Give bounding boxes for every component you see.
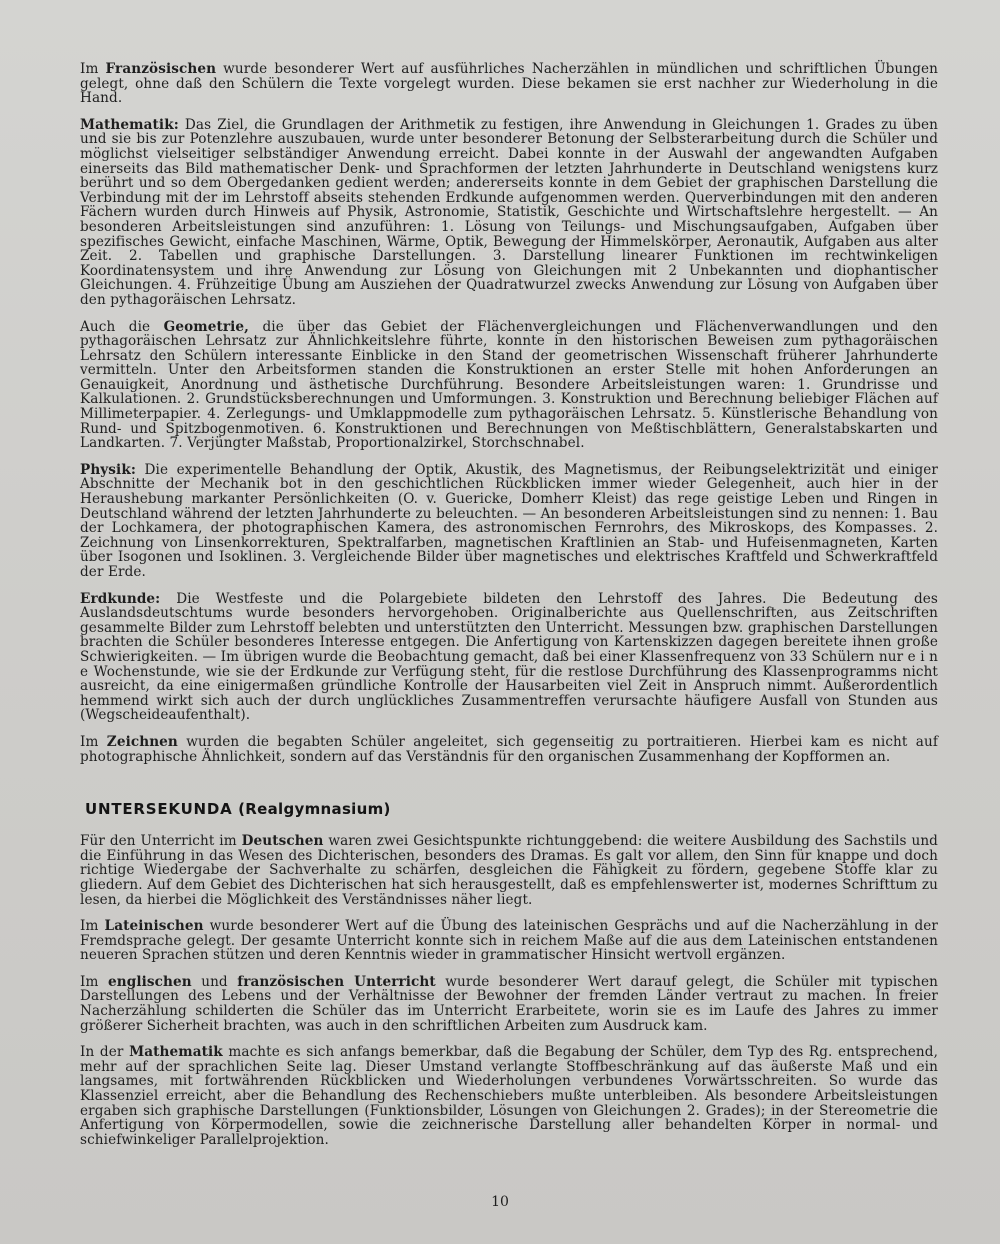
section-heading-sub: (Realgymnasium) xyxy=(238,800,391,819)
paragraph-physik: Physik: Die experimentelle Behandlung der Optik, Akustik, des Magnetismus, der Reibungselektrizität und einiger Abschnitte der Mechanik bot in den geschichtlichen Rückblicken immer wieder Gelegenheit, auch hier in der Heraushebung markanter Persönlichkeiten (O. v. Guericke, Domherr Kleist) das rege geistige Leben und Ringen in Deutschland während der letzten Jahrhunderte zu beleuchten. — An besonderen Arbeitsleistungen sind zu nennen: 1. Bau der Lochkamera, der photographischen Kamera, des astronomischen Fernrohrs, des Mikroskops, des Kompasses. 2. Zeichnung von Linsenkorrekturen, Spektralfarben, magnetischen Kraftlinien an Stab- und Hufeisenmagneten, Karten über Isogonen und Isoklinen. 3. Vergleichende Bilder über magnetisches und elektrisches Kraftfeld und Schwerkraftfeld der Erde. xyxy=(80,461,938,580)
subject-label: Erdkunde: xyxy=(80,590,161,607)
page-content xyxy=(80,62,938,1159)
subject-label: Deutschen xyxy=(241,833,324,850)
subject-label: Lateinischen xyxy=(104,918,204,935)
paragraph-erdkunde: Erdkunde: Die Westfeste und die Polargebiete bildeten den Lehrstoff des Jahres. Die Bedeutung des Auslandsdeutschtums wurde besonders hervorgehoben. Originalberichte aus Quellenschriften, aus Zeitschriften gesammelte Bilder zum Lehrstoff belebten und unterstützten den Unterricht. Messungen bzw. graphischen Darstellungen brachten die Schüler besonderes Interesse entgegen. Die Anfertigung von Kartenskizzen dagegen bereitete ihnen große Schwierigkeiten. — Im übrigen wurde die Beobachtung gemacht, daß bei einer Klassenfrequenz von 33 Schülern nur e i n e Wochenstunde, wie sie der Erdkunde zur Verfügung steht, für die restlose Durchführung des Klassenprogramms nicht ausreicht, da eine einigermaßen gründliche Kontrolle der Hausarbeiten viel Zeit in Anspruch nimmt. Außerordentlich hemmend wirkt sich auch der durch unglückliches Zusammentreffen verursachte häufigere Ausfall von Stunden aus (Wegscheideaufenthalt). xyxy=(80,590,938,724)
paragraph-franzoesisch: Im Französischen wurde besonderer Wert auf ausführliches Nacherzählen in mündlichen und schriftlichen Übungen gelegt, ohne daß den Schülern die Texte vorgelegt wurden. Diese bekamen sie erst nachher zur Wiederholung in die Hand. xyxy=(80,61,938,107)
subject-label: Geometrie, xyxy=(163,318,250,335)
subject-label: englischen xyxy=(107,973,192,990)
page-number: 10 xyxy=(491,1194,509,1210)
subject-label: Physik: xyxy=(80,461,136,478)
section-heading xyxy=(85,800,938,818)
subject-label: französischen Unterricht xyxy=(237,973,436,990)
paragraph-deutsch: Für den Unterricht im Deutschen waren zwei Gesichtspunkte richtunggebend: die weitere Ausbildung des Sachstils und die Einführung in das Wesen des Dichterischen, besonders des Dramas. Es galt vor allem, den Sinn für knappe und doch richtige Wiedergabe der Sachverhalte zu schärfen, desgleichen die Fähigkeit zu fördern, gegebene Stoffe klar zu gliedern. Auf dem Gebiet des Dichterischen hat sich herausgestellt, daß es empfehlenswerter ist, modernes Schrifttum zu lesen, da hierbei die Möglichkeit des Verständnisses näher liegt. xyxy=(80,833,938,908)
subject-label: Mathematik xyxy=(129,1044,223,1061)
paragraph-zeichnen: Im Zeichnen wurden die begabten Schüler angeleitet, sich gegenseitig zu portraitieren. Hierbei kam es nicht auf photographische Ähnlichkeit, sondern auf das Verständnis für den organischen Zusammenhang der Kopfformen an. xyxy=(80,733,938,765)
paragraph-latein: Im Lateinischen wurde besonderer Wert auf die Übung des lateinischen Gesprächs und auf die Nacherzählung in der Fremdsprache gelegt. Der gesamte Unterricht konnte sich in reichem Maße auf die aus dem Lateinischen entstandenen neueren Sprachen stützen und deren Kenntnis wieder in grammatischer Hinsicht wertvoll ergänzen. xyxy=(80,918,938,964)
subject-label: Mathematik: xyxy=(80,116,179,133)
subject-label: Zeichnen xyxy=(106,733,178,750)
subject-label: Französischen xyxy=(105,61,217,77)
paragraph-englisch-franzoesisch: Im englischen und französischen Unterricht wurde besonderer Wert darauf gelegt, die Schüler mit typischen Darstellungen des Lebens und der Verhältnisse der Bewohner der fremden Länder vertraut zu machen. In freier Nacherzählung schilderten die Schüler das im Unterricht Erarbeitete, worin sie es im Laufe des Jahres zu immer größerer Sicherheit brachten, was auch in den schriftlichen Arbeiten zum Ausdruck kam. xyxy=(80,973,938,1034)
section-heading-main: UNTERSEKUNDA xyxy=(85,800,233,819)
paragraph-mathematik-rg: In der Mathematik machte es sich anfangs bemerkbar, daß die Begabung der Schüler, dem Typ des Rg. entsprechend, mehr auf der sprachlichen Seite lag. Dieser Umstand verlangte Stoffbeschränkung auf das äußerste Maß und ein langsames, mit fortwährenden Rückblicken und Wiederholungen verbundenes Vorwärtsschreiten. So wurde das Klassenziel erreicht, aber die Behandlung des Rechenschiebers mußte unterbleiben. Als besondere Arbeitsleistungen ergaben sich graphische Darstellungen (Funktionsbilder, Lösungen von Gleichungen 2. Grades); in der Stereometrie die Anfertigung von Körpermodellen, sowie die zeichnerische Darstellung aller behandelten Körper in normal- und schiefwinkeliger Parallelprojektion. xyxy=(80,1044,938,1148)
paragraph-geometrie: Auch die Geometrie, die über das Gebiet der Flächenvergleichungen und Flächenverwandlungen und den pythagoräischen Lehrsatz zur Ähnlichkeitslehre führte, konnte in den historischen Beweisen zum pythagoräischen Lehrsatz den Schülern interessante Einblicke in den Stand der geometrischen Wissenschaft früherer Jahrhunderte vermitteln. Unter den Arbeitsformen standen die Konstruktionen an erster Stelle mit hohen Anforderungen an Genauigkeit, Anordnung und ästhetische Durchführung. Besondere Arbeitsleistungen waren: 1. Grundrisse und Kalkulationen. 2. Grundstücksberechnungen und Umformungen. 3. Konstruktion und Berechnung beliebiger Flächen auf Millimeterpapier. 4. Zerlegungs- und Umklappmodelle zum pythagoräischen Lehrsatz. 5. Künstlerische Behandlung von Rund- und Spitzbogenmotiven. 6. Konstruktionen und Berechnungen von Meßtischblättern, Generalstabskarten und Landkarten. 7. Verjüngter Maßstab, Proportionalzirkel, Storchschnabel. xyxy=(80,318,939,452)
paragraph-mathematik: Mathematik: Das Ziel, die Grundlagen der Arithmetik zu festigen, ihre Anwendung in Gleichungen 1. Grades zu üben und sie bis zur Potenzlehre auszubauen, wurde unter besonderer Betonung der Selbsterarbeitung durch die Schüler und möglichst vielseitiger selbständiger Anwendung erreicht. Dabei konnte in der Auswahl der angewandten Aufgaben einerseits das Bild mathematischer Denk- und Sprachformen der letzten Jahrhunderte in Deutschland wenigstens kurz berührt und so dem Obergedanken gedient werden; andererseits konnte in dem Gebiet der graphischen Darstellung die Verbindung mit der im Lehrstoff abseits stehenden Erdkunde aufgenommen werden. Querverbindungen mit den anderen Fächern wurden durch Hinweis auf Physik, Astronomie, Statistik, Geschichte und Wirtschaftslehre hergestellt. — An besonderen Arbeitsleistungen sind anzuführen: 1. Lösung von Teilungs- und Mischungsaufgaben, Aufgaben über spezifisches Gewicht, einfache Maschinen, Wärme, Optik, Bewegung der Himmelskörper, Aeronautik, Aufgaben aus alter Zeit. 2. Tabellen und graphische Darstellungen. 3. Darstellung linearer Funktionen im rechtwinkeligen Koordinatensystem und ihre Anwendung zur Lösung von Gleichungen mit 2 Unbekannten und diophantischer Gleichungen. 4. Frühzeitige Übung am Ausziehen der Quadratwurzel zwecks Anwendung zur Lösung von Aufgaben über den pythagoräischen Lehrsatz. xyxy=(80,116,938,308)
